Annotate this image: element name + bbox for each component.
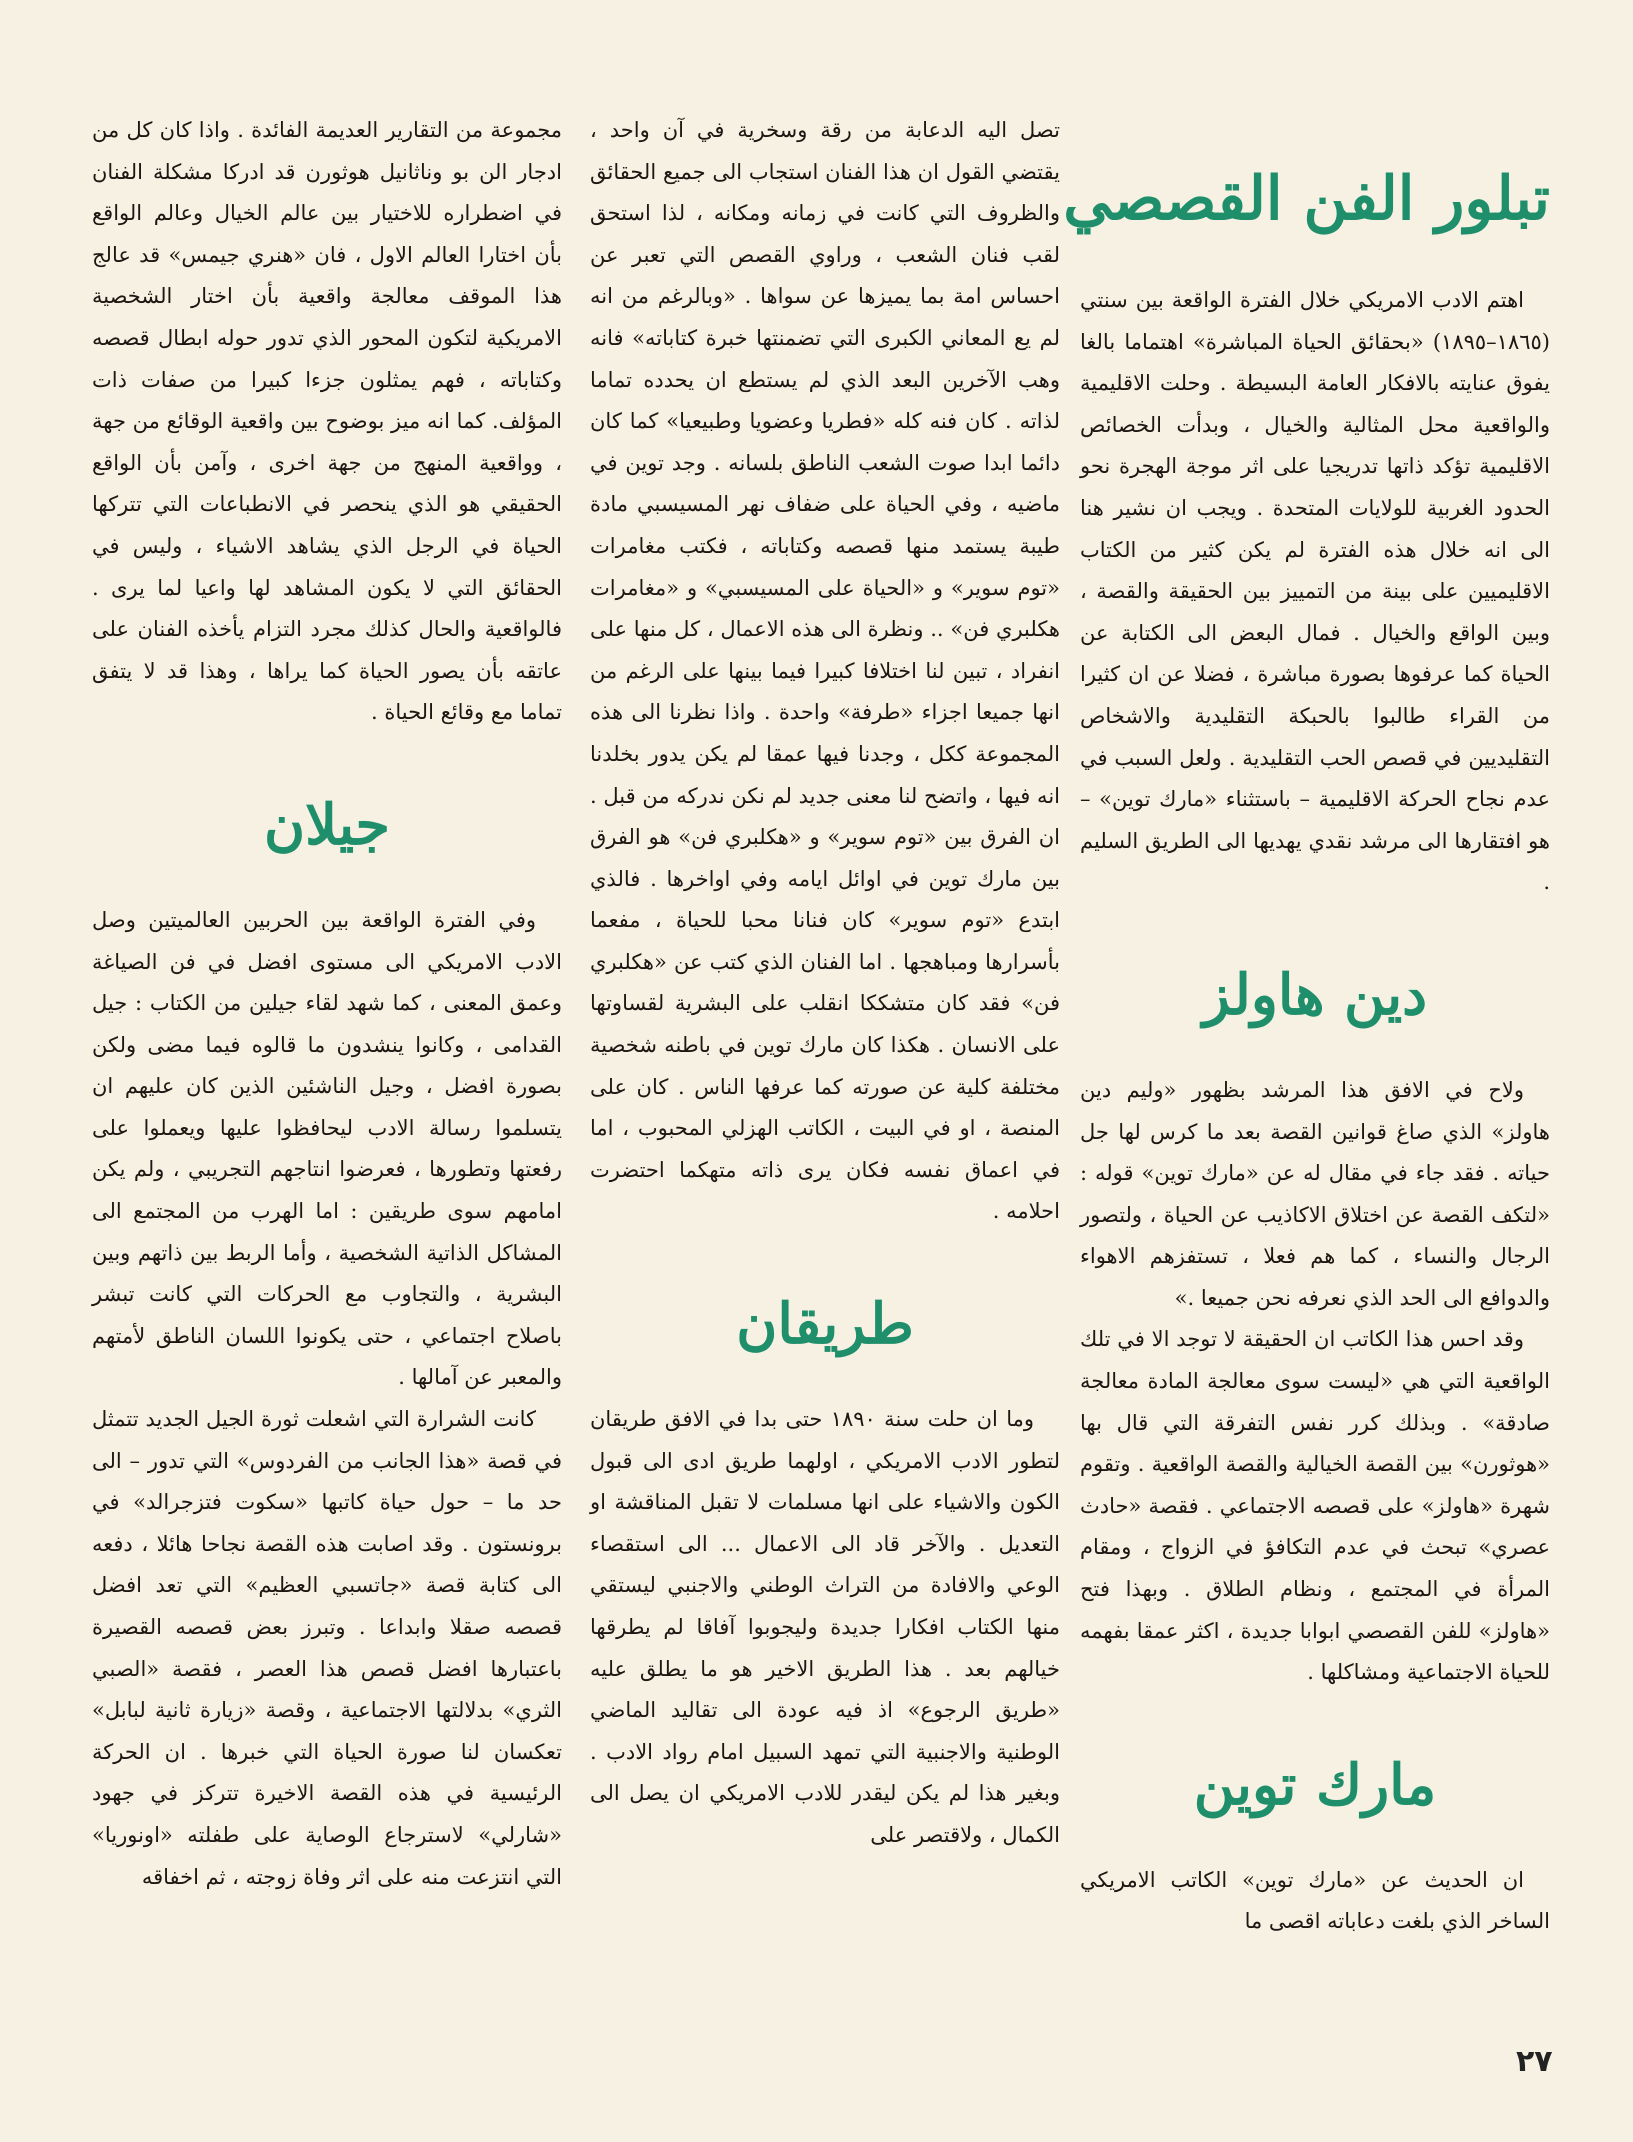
body-paragraph: اهتم الادب الامريكي خلال الفترة الواقعة بين سنتي (١٨٦٥–١٨٩٥) «بحقائق الحياة المباشرة» اهتماما بالغا يفوق عنايته بالافكار العامة البسيطة . وحلت الاقليمية والواقعية محل المثالية والخيال ، وبدأت الخصائص الاقليمية تؤكد ذاتها تدريجيا على اثر موجة الهجرة نحو الحدود الغربية للولايات المتحدة . ويجب ان نشير هنا الى انه خلال هذه الفترة لم يكن كثير من الكتاب الاقليميين على بينة من التمييز بين الحقيقة والقصة ، وبين الواقع والخيال . فمال البعض الى الكتابة عن الحياة كما عرفوها بصورة مباشرة ، فضلا عن ان كثيرا من القراء طالبوا بالحبكة التقليدية والاشخاص التقليديين في قصص الحب التقليدية . ولعل السبب في عدم نجاح الحركة الاقليمية – باستثناء «مارك توين» – هو افتقارها الى مرشد نقدي يهديها الى الطريق السليم . [1080, 288, 1550, 895]
middle-column [590, 110, 1060, 1857]
body-paragraph: كانت الشرارة التي اشعلت ثورة الجيل الجديد تتمثل في قصة «هذا الجانب من الفردوس» التي تدور – الى حد ما – حول حياة كاتبها «سكوت فتزجرالد» في برونستون . وقد اصابت هذه القصة نجاحا هائلا ، دفعه الى كتابة قصة «جاتسبي العظيم» التي تعد افضل قصصه صقلا وابداعا . وتبرز بعض قصصه القصيرة باعتبارها افضل قصص هذا العصر ، فقصة «الصبي الثري» بدلالتها الاجتماعية ، وقصة «زيارة ثانية لبابل» تعكسان لنا صورة الحياة التي خبرها . ان الحركة الرئيسية في هذه القصة الاخيرة تتركز في جهود «شارلي» لاسترجاع الوصاية على طفلته «اونوريا» التي انتزعت منه على اثر وفاة زوجته ، ثم اخفاقه [92, 1407, 562, 1889]
section-heading: تبلور الفن القصصي [1063, 164, 1550, 234]
body-paragraph: وما ان حلت سنة ١٨٩٠ حتى بدا في الافق طريقان لتطور الادب الامريكي ، اولهما طريق ادى الى قبول الكون والاشياء على انها مسلمات لا تقبل المناقشة او التعديل . والآخر قاد الى الاعمال ... الى استقصاء الوعي والافادة من التراث الوطني والاجنبي ليستقي منها الكتاب افكارا جديدة وليجوبوا آفاقا لم يطرقها خيالهم بعد . هذا الطريق الاخير هو ما يطلق عليه «طريق الرجوع» اذ فيه عودة الى تقاليد الماضي الوطنية والاجنبية التي تمهد السبيل امام رواد الادب . وبغير هذا لم يكن ليقدر للادب الامريكي ان يصل الى الكمال ، ولاقتصر على [590, 1407, 1060, 1847]
page-number: ٢٧ [1516, 2044, 1553, 2079]
left-column [92, 110, 562, 1898]
section-heading: طريقان [736, 1291, 914, 1358]
body-paragraph: تصل اليه الدعابة من رقة وسخرية في آن واحد ، يقتضي القول ان هذا الفنان استجاب الى جميع الحقائق والظروف التي كانت في زمانه ومكانه ، لذا استحق لقب فنان الشعب ، وراوي القصص التي تعبر عن احساس امة بما يميزها عن سواها . «وبالرغم من انه لم يع المعاني الكبرى التي تضمنتها خبرة كتاباته» فانه وهب الآخرين البعد الذي لم يستطع ان يحدده تماما لذاته . كان فنه كله «فطريا وعضويا وطبيعيا» كما كان دائما ابدا صوت الشعب الناطق بلسانه . وجد توين في ماضيه ، وفي الحياة على ضفاف نهر المسيسبي مادة طيبة يستمد منها قصصه وكتاباته ، فكتب مغامرات «توم سوير» و «الحياة على المسيسبي» و «مغامرات هكلبري فن» .. ونظرة الى هذه الاعمال ، كل منها على انفراد ، تبين لنا اختلافا كبيرا فيما بينها على الرغم من انها جميعا اجزاء «طرفة» واحدة . واذا نظرنا الى هذه المجموعة ككل ، وجدنا فيها عمقا لم يكن يدور بخلدنا انه فيها ، واتضح لنا معنى جديد لم نكن ندركه من قبل . ان الفرق بين «توم سوير» و «هكلبري فن» هو الفرق بين مارك توين في اوائل ايامه وفي اواخرها . فالذي ابتدع «توم سوير» كان فنانا محبا للحياة ، مفعما بأسرارها ومباهجها . اما الفنان الذي كتب عن «هكلبري فن» فقد كان متشككا انقلب على البشرية لقساوتها على الانسان . هكذا كان مارك توين في باطنه شخصية مختلفة كلية عن صورته كما عرفها الناس . كان على المنصة ، او في البيت ، الكاتب الهزلي المحبوب ، اما في اعماق نفسه فكان يرى ذاته متهكما احتضرت احلامه . [590, 118, 1060, 1224]
right-column [1063, 110, 1550, 1943]
section-heading: مارك توين [1193, 1751, 1437, 1818]
section-heading: جيلان [263, 791, 391, 858]
body-paragraph: وفي الفترة الواقعة بين الحربين العالميتين وصل الادب الامريكي الى مستوى افضل في فن الصياغة وعمق المعنى ، كما شهد لقاء جيلين من الكتاب : جيل القدامى ، وكانوا ينشدون ما قالوه فيما مضى ولكن بصورة افضل ، وجيل الناشئين الذين كان عليهم ان يتسلموا رسالة الادب ليحافظوا عليها ويعملوا على رفعتها وتطورها ، فعرضوا انتاجهم التجريبي ، ولم يكن امامهم سوى طريقين : اما الهرب من المجتمع الى المشاكل الذاتية الشخصية ، وأما الربط بين ذاتهم وبين البشرية ، والتجاوب مع الحركات التي كانت تبشر باصلاح اجتماعي ، حتى يكونوا اللسان الناطق لأمتهم والمعبر عن آمالها . [92, 907, 562, 1390]
body-paragraph: ان الحديث عن «مارك توين» الكاتب الامريكي الساخر الذي بلغت دعاباته اقصى ما [1080, 1867, 1550, 1934]
body-paragraph: وقد احس هذا الكاتب ان الحقيقة لا توجد الا في تلك الواقعية التي هي «ليست سوى معالجة المادة معالجة صادقة» . وبذلك كرر نفس التفرقة التي قال بها «هوثورن» بين القصة الخيالية والقصة الواقعية . وتقوم شهرة «هاولز» على قصصه الاجتماعي . فقصة «حادث عصري» تبحث في عدم التكافؤ في الزواج ، ومقام المرأة في المجتمع ، ونظام الطلاق . وبهذا فتح «هاولز» للفن القصصي ابوابا جديدة ، اكثر عمقا بفهمه للحياة الاجتماعية ومشاكلها . [1080, 1327, 1550, 1685]
body-paragraph: مجموعة من التقارير العديمة الفائدة . واذا كان كل من ادجار الن بو وناثانيل هوثورن قد ادركا مشكلة الفنان في اضطراره للاختيار بين عالم الخيال وعالم الواقع بأن اختارا العالم الاول ، فان «هنري جيمس» قد عالج هذا الموقف معالجة واقعية بأن اختار الشخصية الامريكية لتكون المحور الذي تدور حوله ابطال قصصه وكتاباته ، فهم يمثلون جزءا كبيرا من صفات ذات المؤلف. كما انه ميز بوضوح بين واقعية الوقائع من جهة ، وواقعية المنهج من جهة اخرى ، وآمن بأن الواقع الحقيقي هو الذي ينحصر في الانطباعات التي تتركها الحياة في الرجل الذي يشاهد الاشياء ، وليس في الحقائق التي لا يكون المشاهد لها واعيا لما يرى . فالواقعية والحال كذلك مجرد التزام يأخذه الفنان على عاتقه بأن يصور الحياة كما يراها ، وهذا قد لا يتفق تماما مع وقائع الحياة . [92, 118, 562, 725]
body-paragraph: ولاح في الافق هذا المرشد بظهور «وليم دين هاولز» الذي صاغ قوانين القصة بعد ما كرس لها جل حياته . فقد جاء في مقال له عن «مارك توين» قوله : «لتكف القصة عن اختلاق الاكاذيب عن الحياة ، ولتصور الرجال والنساء ، كما هم فعلا ، تستفزهم الاهواء والدوافع الى الحد الذي نعرفه نحن جميعا .» [1080, 1077, 1550, 1310]
section-heading: دين هاولز [1202, 961, 1428, 1028]
